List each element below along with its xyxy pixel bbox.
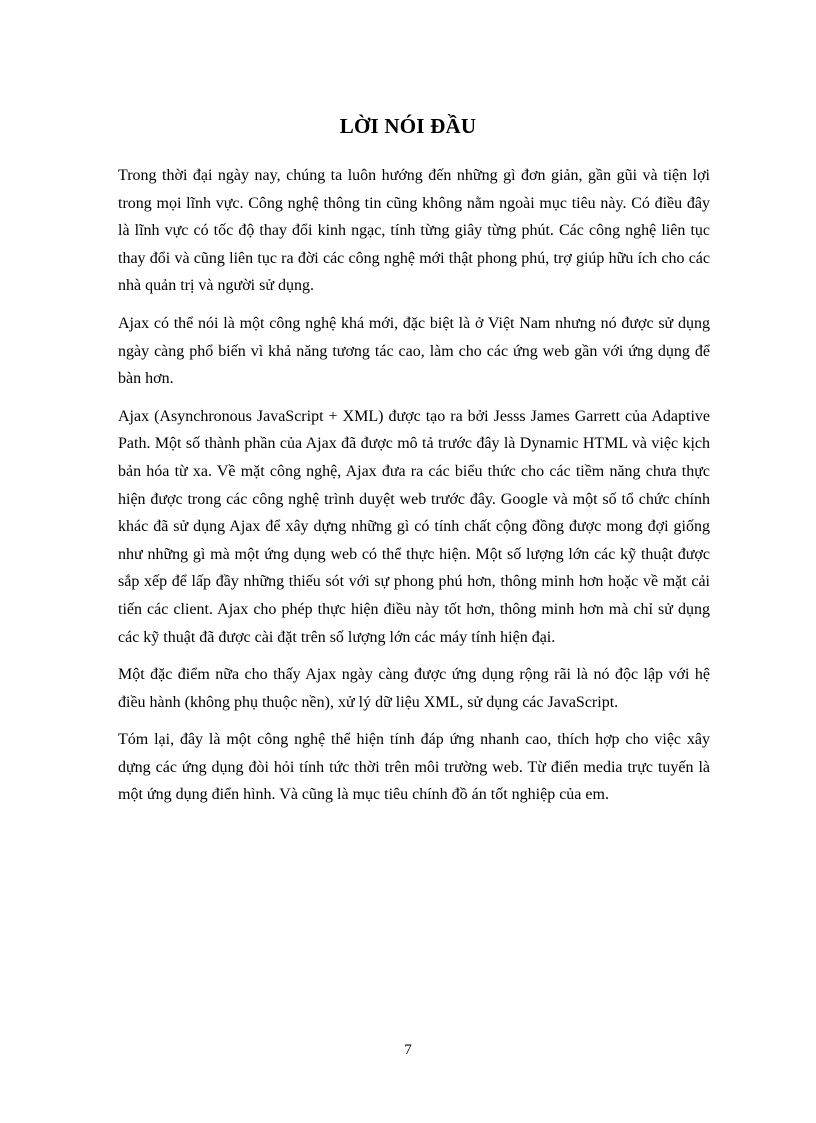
page-title: LỜI NÓI ĐẦU <box>339 114 477 138</box>
paragraph-4: Một đặc điểm nữa cho thấy Ajax ngày càng được ứng dụng rộng rãi là nó độc lập với hệ điều hành (không phụ thuộc nền), xử lý dữ liệu XML, sử dụng các JavaScript. <box>118 666 710 711</box>
page-number: 7 <box>404 1042 412 1058</box>
body-text <box>118 162 710 819</box>
paragraph-3: Ajax (Asynchronous JavaScript + XML) được tạo ra bởi Jesss James Garrett của Adaptive Path. Một số thành phần của Ajax đã được mô tả trước đây là Dynamic HTML và việc kịch bản hóa từ xa. Về mặt công nghệ, Ajax đưa ra các biểu thức cho các tiềm năng chưa thực hiện được trong các công nghệ trình duyệt web trước đây. Google và một số tổ chức chính khác đã sử dụng Ajax để xây dựng những gì có tính chất cộng đồng được mong đợi giống như những gì mà một ứng dụng web có thể thực hiện. Một số lượng lớn các kỹ thuật được sắp xếp để lấp đầy những thiếu sót với sự phong phú hơn, thông minh hơn hoặc về mặt cải tiến các client. Ajax cho phép thực hiện điều này tốt hơn, thông minh hơn mà chỉ sử dụng các kỹ thuật đã được cài đặt trên số lượng lớn các máy tính hiện đại. <box>118 407 710 646</box>
paragraph-1: Trong thời đại ngày nay, chúng ta luôn hướng đến những gì đơn giản, gần gũi và tiện lợi trong mọi lĩnh vực. Công nghệ thông tin cũng không nằm ngoài mục tiêu này. Có điều đây là lĩnh vực có tốc độ thay đổi kinh ngạc, tính từng giây từng phút. Các công nghệ liên tục thay đổi và cũng liên tục ra đời các công nghệ mới thật phong phú, trợ giúp hữu ích cho các nhà quản trị và người sử dụng. <box>118 167 710 295</box>
paragraph-5: Tóm lại, đây là một công nghệ thể hiện tính đáp ứng nhanh cao, thích hợp cho việc xây dựng các ứng dụng đòi hỏi tính tức thời trên môi trường web. Từ điển media trực tuyến là một ứng dụng điển hình. Và cũng là mục tiêu chính đồ án tốt nghiệp của em. <box>118 731 710 804</box>
paragraph-2: Ajax có thể nói là một công nghệ khá mới, đặc biệt là ở Việt Nam nhưng nó được sử dụng ngày càng phổ biến vì khả năng tương tác cao, làm cho các ứng web gần với ứng dụng để bàn hơn. <box>118 314 710 388</box>
